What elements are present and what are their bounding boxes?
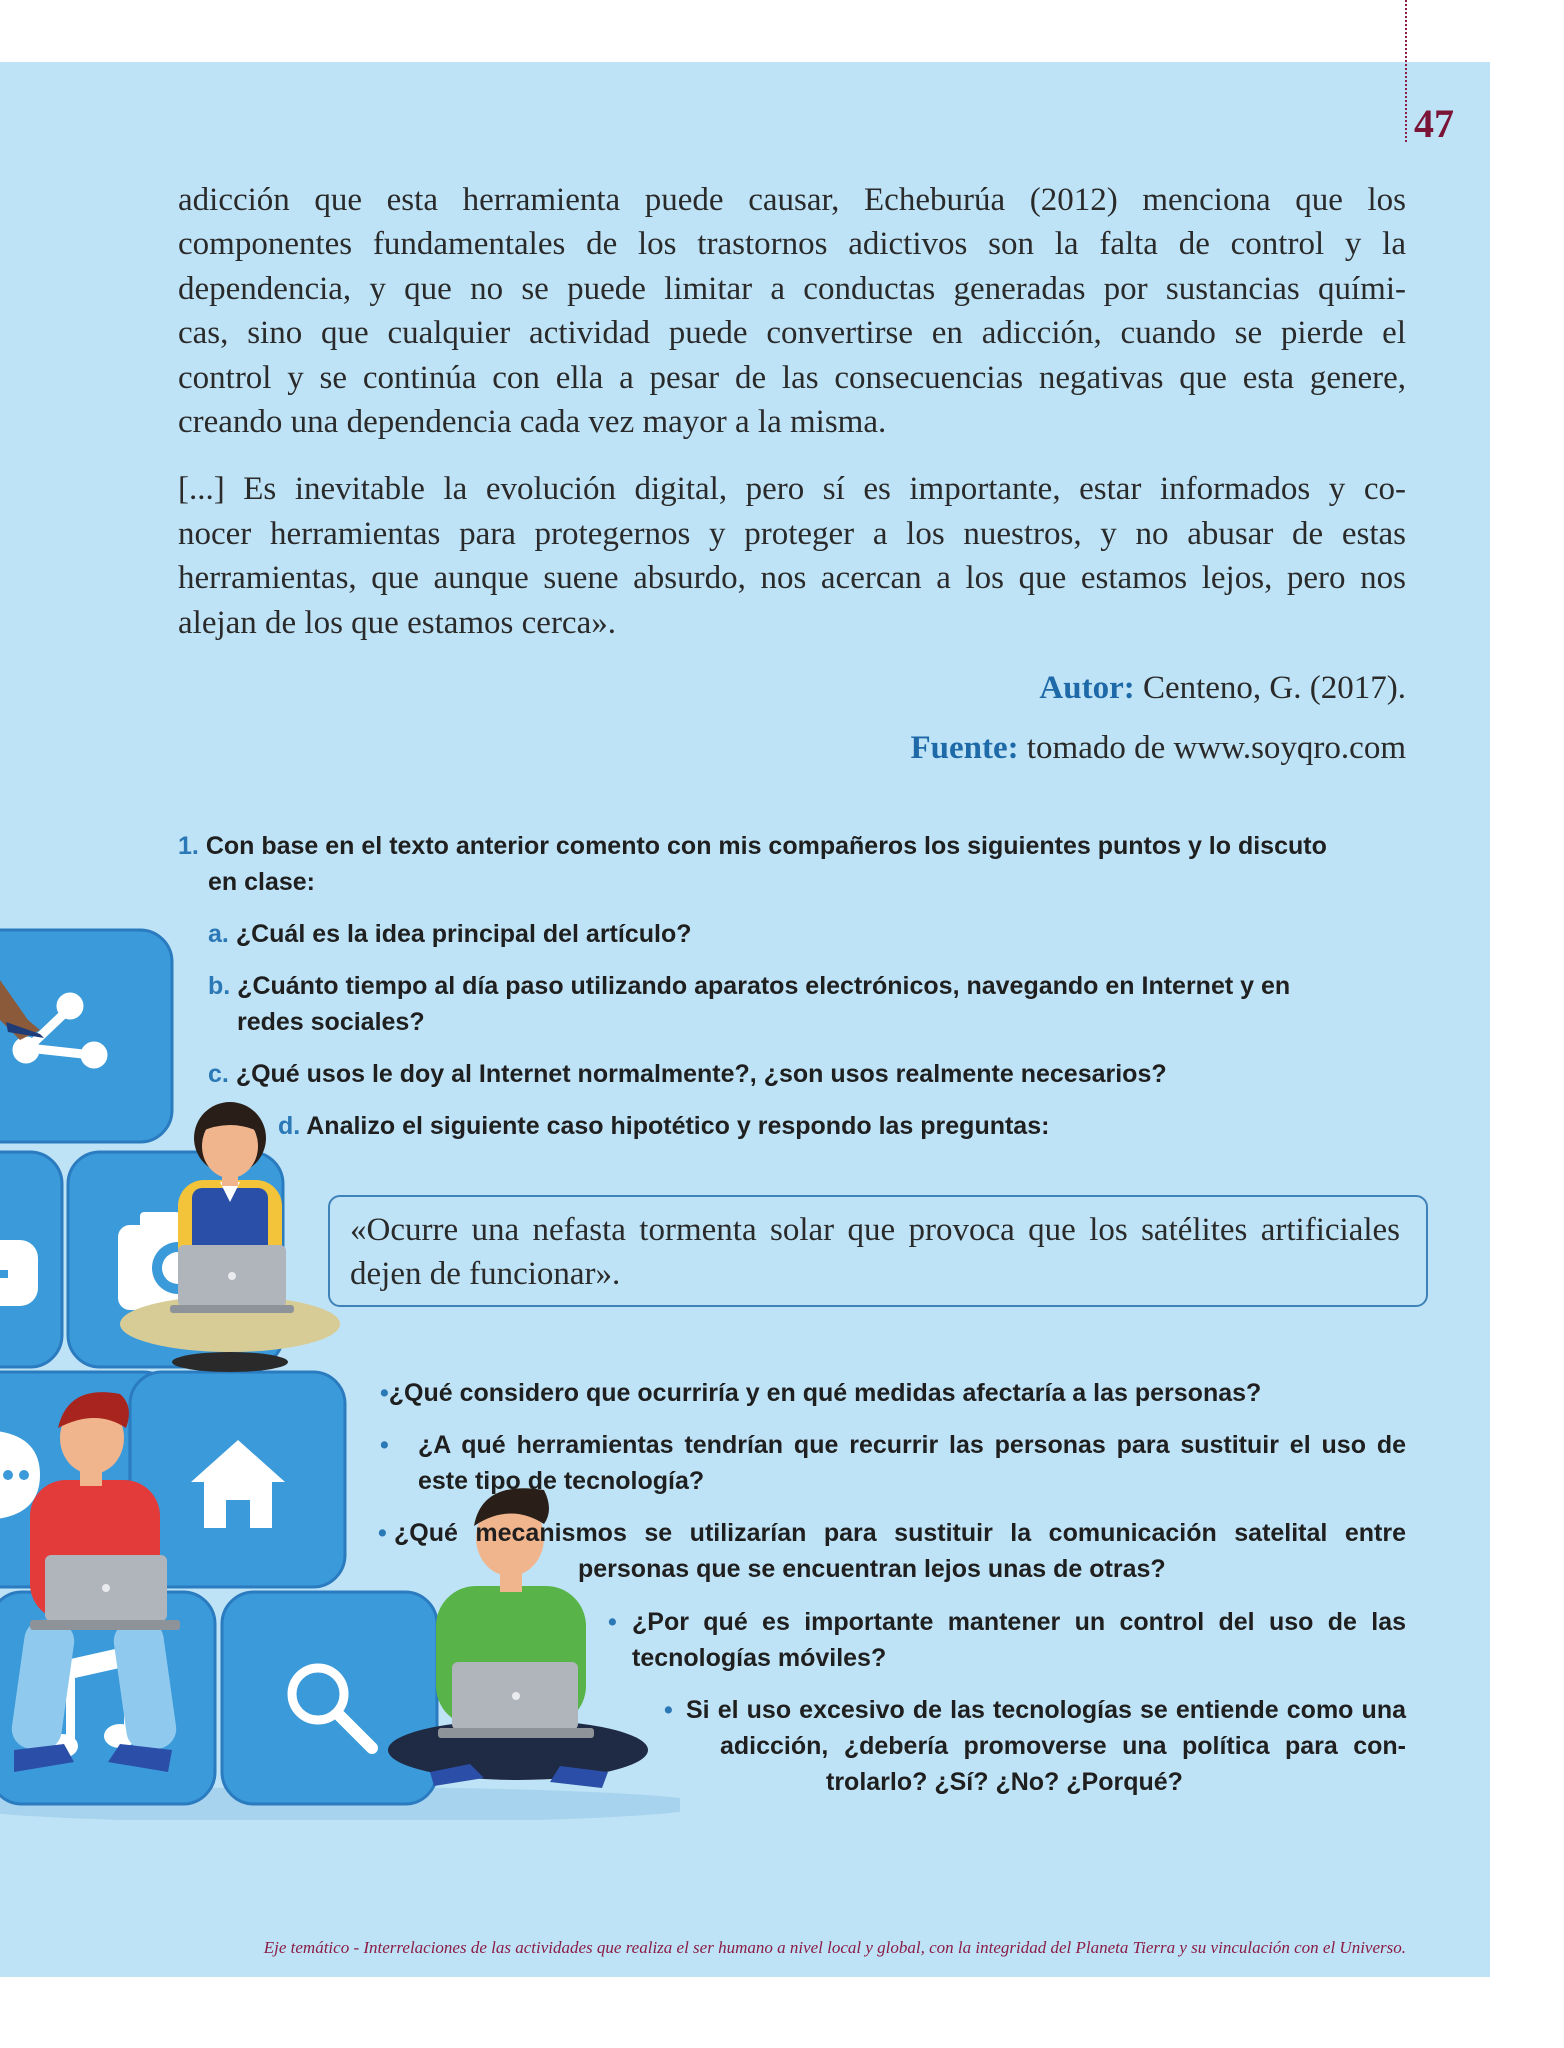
paragraph-line: [...] Es inevitable la evolución digital, pero sí es importante, estar informados y co-: [178, 471, 1406, 507]
bullet-4-line1: ¿Por qué es importante mantener un control del uso de las: [632, 1608, 1406, 1636]
item-letter: d.: [278, 1112, 301, 1140]
question-1: [178, 828, 1406, 864]
paragraph-line: adicción que esta herramienta puede causar, Echeburúa (2012) menciona que los: [178, 182, 1406, 218]
author-credit: [1039, 670, 1406, 707]
dotted-divider: [1405, 0, 1407, 142]
paragraph-line: herramientas, que aunque suene absurdo, nos acercan a los que estamos lejos, pero nos: [178, 560, 1406, 596]
question-number: 1.: [178, 832, 199, 860]
paragraph-line: cas, sino que cualquier actividad puede convertirse en adicción, cuando se pierde el: [178, 315, 1406, 351]
bullet-3: [378, 1515, 387, 1551]
question-text: Con base en el texto anterior comento con mis compañeros los siguientes puntos y lo discuto: [205, 832, 1327, 860]
hypothetical-case-line: dejen de funcionar».: [350, 1256, 621, 1292]
bullet-2: [380, 1427, 389, 1463]
bullet-dot: •: [664, 1696, 673, 1724]
item-text: ¿Cuál es la idea principal del artículo?: [235, 920, 692, 948]
paragraph-line: creando una dependencia cada vez mayor a la misma.: [178, 404, 887, 440]
bullet-3-line2: personas que se encuentran lejos unas de otras?: [578, 1555, 1166, 1583]
item-letter: c.: [208, 1060, 229, 1088]
item-text: ¿Cuánto tiempo al día paso utilizando aparatos electrónicos, navegando en Internet y en: [237, 972, 1291, 1000]
source-label: Fuente:: [910, 730, 1019, 766]
bullet-dot: •: [608, 1608, 617, 1636]
footer-thematic-axis: Eje temático - Interrelaciones de las actividades que realiza el ser humano a nivel local y global, con la integridad del Planeta Tierra y su vinculación con el Universo.: [263, 1938, 1406, 1957]
bullet-2-line1: ¿A qué herramientas tendrían que recurrir las personas para sustituir el uso de: [418, 1431, 1406, 1459]
hypothetical-case-line: «Ocurre una nefasta tormenta solar que provoca que los satélites artificiales: [350, 1212, 1400, 1248]
bullet-4: [608, 1604, 617, 1640]
bullet-dot: •: [378, 1519, 387, 1547]
question-1-continued: en clase:: [208, 868, 316, 896]
bullet-text: ¿Qué considero que ocurriría y en qué medidas afectaría a las personas?: [388, 1379, 1262, 1407]
item-text: Analizo el siguiente caso hipotético y respondo las preguntas:: [306, 1112, 1050, 1140]
paragraph-line: dependencia, y que no se puede limitar a conductas generadas por sustancias quími-: [178, 271, 1406, 307]
author-label: Autor:: [1039, 670, 1135, 706]
bullet-1: [380, 1375, 1261, 1411]
bullet-5-line3: trolarlo? ¿Sí? ¿No? ¿Porqué?: [826, 1768, 1183, 1796]
bullet-3-line1: ¿Qué mecanismos se utilizarían para sustituir la comunicación satelital entre: [394, 1519, 1406, 1547]
item-text: ¿Qué usos le doy al Internet normalmente?, ¿son usos realmente necesarios?: [235, 1060, 1167, 1088]
paragraph-line: componentes fundamentales de los trastornos adictivos son la falta de control y la: [178, 226, 1406, 262]
paragraph-line: nocer herramientas para protegernos y proteger a los nuestros, y no abusar de estas: [178, 516, 1406, 552]
paragraph-line: control y se continúa con ella a pesar de las consecuencias negativas que esta genere,: [178, 360, 1406, 396]
item-letter: b.: [208, 972, 231, 1000]
source-credit: [910, 730, 1406, 767]
bullet-dot: •: [380, 1431, 389, 1459]
item-letter: a.: [208, 920, 229, 948]
source-value: tomado de www.soyqro.com: [1026, 730, 1406, 766]
author-value: Centeno, G. (2017).: [1142, 670, 1406, 706]
people-with-laptops-illustration: [0, 920, 680, 1820]
bullet-4-line2: tecnologías móviles?: [632, 1644, 887, 1672]
bullet-2-line2: este tipo de tecnología?: [418, 1467, 705, 1495]
bullet-dot: •: [380, 1379, 389, 1407]
page-number: 47: [1414, 101, 1454, 146]
bullet-5: [664, 1692, 673, 1728]
bullet-5-line2: adicción, ¿debería promoverse una política para con-: [720, 1732, 1406, 1760]
bullet-5-line1: Si el uso excesivo de las tecnologías se entiende como una: [686, 1696, 1406, 1724]
question-b-continued: redes sociales?: [237, 1008, 425, 1036]
paragraph-line: alejan de los que estamos cerca».: [178, 605, 616, 641]
tile-search: [222, 1592, 437, 1804]
